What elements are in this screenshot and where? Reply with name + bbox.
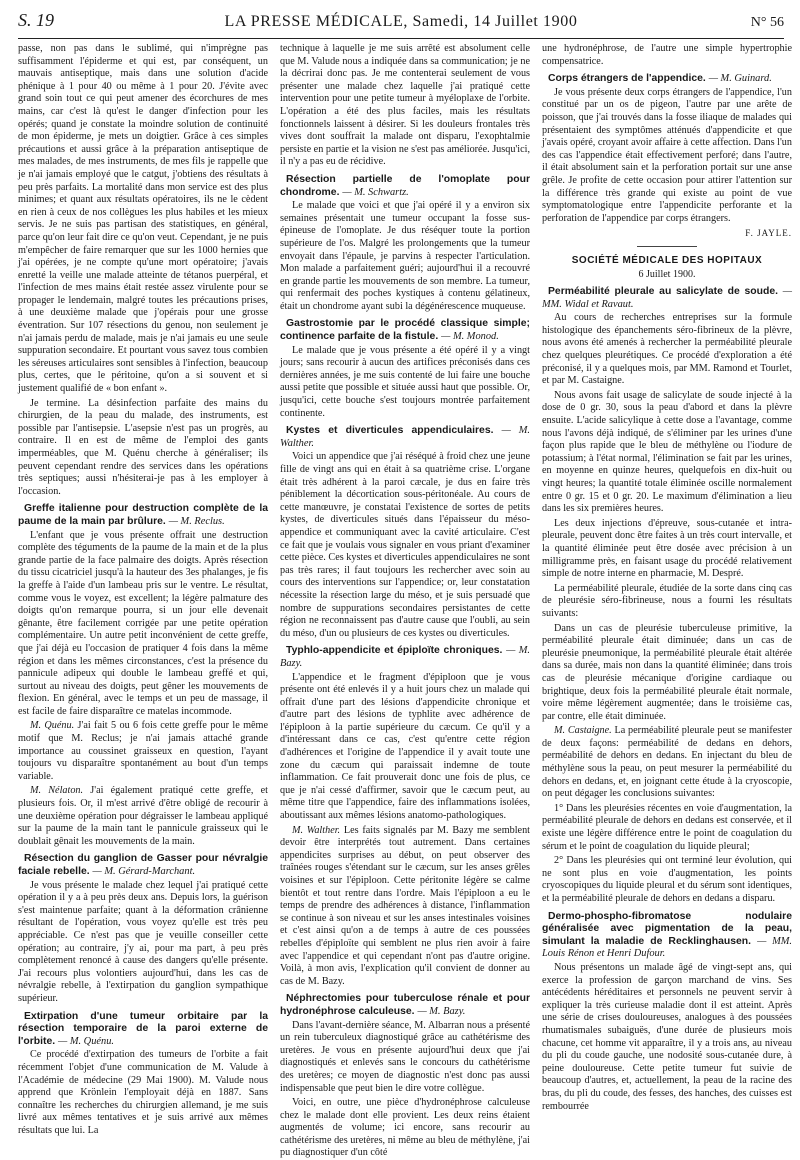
article-author: — M. Walther. — [280, 425, 531, 449]
paragraph: Nous avons fait usage de salicylate de soude injecté à la dose de 0 gr. 30, sous la peau d'abord et dans la plèvre ensuite. L'acide salicylique à cette dose a l'avantage, comme nous l'avons déjà indiqué, de s'éliminer par les urines d'une façon plus rapide que le bleu de méthylène ou l'iodure de potassium; à l'état normal, l'élimination se fait par les urines, en moyenne en quinze heures, quelquefois en dix-huit ou vingt heures; la quantité totale éliminée oscille normalement entre 0 gr. 15 et 0 gr. 20. Le maximum d'élimination a lieu dans les six premières heures. — [542, 389, 792, 515]
paragraph: 1° Dans les pleurésies récentes en voie d'augmentation, la perméabilité pleurale de dehors en dedans est conservée, et il existe une légère différence entre le point de coagulation du sérum et le point de coagulation du liquide pleural; — [542, 802, 792, 852]
paragraph: L'appendice et le fragment d'épiploon que je vous présente ont été enlevés il y a huit jours chez un malade qui offrait d'une part des lésions d'appendicite chronique et d'autre part des lésions de typhlite avec adhérence de l'épiploon à la partie supérieure du cæcum. Ce qu'il y a d'intéressant dans ce cas, c'est qu'entre cette région d'adhérences et l'origine de l'appendice il y avait toute une zone du cæcum qui paraissait indemne de toute inflammation. Ce fait prouverait donc une fois de plus, ce que je n'ai cessé d'affirmer, savoir que le cæcum peut, au même titre que l'appendice, faire des inflammations isolées, aboutissant aux mêmes lésions anatomo-pathologiques. — [280, 671, 530, 822]
article-title-text: Résection du ganglion de Gasser pour névralgie faciale rebelle. — [18, 853, 268, 877]
article-title — [18, 1011, 268, 1049]
article-title-text: Néphrectomies pour tuberculose rénale et pour hydronéphrose calculeuse. — [280, 993, 530, 1017]
article-title — [542, 73, 792, 86]
paragraph-text: Les faits signalés par M. Bazy me semblent devoir être interprétés tout autrement. Dans certaines appendicites surprises au début, on peut observer des traînées rouges s'étendant sur le cæcum, sur les anses grêles voisines et sur l'épiploon. Cette péritonite légère se calme bientôt et tout rentre dans l'ordre. Mais l'épiploon a eu le temps de prendre des adhérences à distance, l'inflammation se continue à son niveau et sur les anses intestinales voisines et c'est ainsi qu'on a de temps à autre de ces poussées rebelles d'épiploïte qui semblent ne plus rien avoir à faire avec l'appendice et qui cependant n'ont pas d'autre origine. Voilà, à mon avis, l'explication qu'il convient de donner au cas de M. Bazy. — [280, 824, 530, 987]
paragraph-text: J'ai fait 5 ou 6 fois cette greffe pour le même motif que M. Reclus; je n'ai jamais attaché grande importance au coussinet graisseux en question, l'ayant toujours vu disparaître spontanément au bout d'un temps variable. — [18, 720, 268, 782]
paragraph: Je vous présente deux corps étrangers de l'appendice, l'un constitué par un os de pigeon, l'autre par une arête de poisson, que j'ai trouvés dans la fosse iliaque de malades qui présentaient des symptômes atténués d'appendicite et que j'avais opéré, croyant avoir affaire à cette affection. Dans l'un des cas l'appendice était effectivement perforé; dans l'autre, il était absolument sain et la perforation portait sur une anse grêle. Je profite de cette occasion pour attirer l'attention sur la différence très grande qui existe au point de vue symptomatologique entre l'appendicite perforante et la perforation de l'appendice par corps étrangers. — [542, 86, 792, 224]
article-title — [280, 425, 530, 450]
issue-number: N° 56 — [750, 15, 784, 30]
paragraph: Dans l'avant-dernière séance, M. Albarran nous a présenté un rein tuberculeux diagnostiqué grâce au cathétérisme des uretères. Je vous en présente aujourd'hui deux que j'ai diagnostiqués et enlevés sans le concours du cathétérisme des uretères; ce moyen de diagnostic n'est donc pas aussi indispensable que peut bien le dire votre collègue. — [280, 1019, 530, 1094]
paragraph: Les deux injections d'épreuve, sous-cutanée et intra-pleurale, peuvent donc être faites à un très court intervalle, et la quantité éliminée peut être dosée avec précision à un milligramme près, en faisant usage du procédé relativement simple de notre interne en pharmacie, M. Despré. — [542, 517, 792, 580]
article-title-text: Dermo-phospho-fibromatose nodulaire généralisée avec pigmentation de la peau, simulant la maladie de Recklinghausen. — [542, 910, 792, 947]
article-title-text: Perméabilité pleurale au salicylate de soude. — [548, 286, 778, 298]
article-author: — M. Bazy. — [417, 1005, 466, 1017]
paragraph-text: La perméabilité pleurale peut se manifester de deux façons: perméabilité de dedans en dehors, perméabilité de dehors en dedans. En injectant du bleu de méthylène sous la peau, on peut mesurer la perméabilité du dehors en dedans, et, en joignant cette étude à la cryoscopie, on peut dégager les conclusions suivantes: — [542, 725, 793, 800]
article-author: — MM. Louis Rénon et Henri Dufour. — [542, 935, 792, 960]
header-rule — [18, 38, 784, 39]
article-title-text: Résection partielle de l'omoplate pour chondrome. — [280, 173, 530, 198]
paragraph: passe, non pas dans le sublimé, qui n'imprègne pas suffisamment l'épiderme et qui est, par conséquent, un mauvais antiseptique, mais dans une solution d'acide phénique à 1 pour 40 ou même à 1 pour 20. J'évite avec grand soin tout ce qui peut amener des écorchures de mes mains, car c'est là qu'est le danger d'infection pour les opérés; quand je constate la moindre solution de continuité de mon épiderme, je mets un doigtier. Grâce à ces simples précautions et aussi grâce à la préparation antiseptique de mes malades, de mes instruments, de mes fils je rappelle que je n'ai jamais employé que le catgut, j'obtiens des résultats à peu près parfaits. La mortalité dans mon service est des plus minimes; et quant aux résultats opératoires, ils ne le cèdent en rien à ceux de nos collègues les plus habiles et les mieux servis. Je ne suis pas partisan des statistiques, en général, parce qu'on leur fait dire ce qu'on veut. Cependant, je ne puis m'empêcher de faire remarquer que sur les 1000 hernies que j'ai opérées, je ne compte qu'une mort opératoire; j'avais enretté la veille une malade atteinte de tétanos puerpéral, et l'infection de mes mains était restée assez virulente pour se propager le lendemain, malgré toutes les précautions prises, à une deuxième malade que j'opérais pour une grosse éventration. Sur 107 résections du genou, non seulement je n'ai jamais perdu de malade, mais je n'ai jamais eu une seule suppuration secondaire. Et pourtant vous savez tous combien les séreuses articulaires sont sensibles à l'infection, beaucoup plus, certes, que le péritoine, qu'on a si souvent et si justement qualifié de « bon enfant ». — [18, 43, 268, 395]
paragraph: La perméabilité pleurale, étudiée de la sorte dans cinq cas de pleurésie séro-fibrineuse, nous a fourni les résultats suivants: — [542, 582, 792, 619]
paragraph: Dans un cas de pleurésie tuberculeuse primitive, la perméabilité pleurale était diminuée; dans un cas de pleurésie pneumonique, la perméabilité pleurale était altérée dans sa durée, mais non dans la quantité éliminée; dans trois cas de pleurésie mécanique d'origine cardiaque ou brightique, deux fois la perméabilité pleurale était normale, voire même légèrement augmentée; dans le troisième cas, par contre, elle était diminuée. — [542, 622, 792, 722]
signature: F. JAYLE. — [745, 228, 792, 239]
journal-title: LA PRESSE MÉDICALE, Samedi, 14 Juillet 1900 — [224, 13, 578, 30]
article-title-text: Corps étrangers de l'appendice. — [548, 73, 706, 85]
column-1 — [18, 43, 268, 1136]
paragraph: 2° Dans les pleurésies qui ont terminé leur évolution, qui ne sont plus en voie d'augmentation, les points cryoscopiques du liquide pleural et du sérum sont identiques, et la perméabilité pleurale de dehors en dedans a disparu. — [542, 855, 792, 904]
paragraph: Le malade que voici et que j'ai opéré il y a environ six semaines présentait une tumeur occupant la fosse sus-épineuse de l'omoplate. Je dus réséquer toute la portion supérieure de l'os. Malgré les prolongements que la tumeur envoyait dans l'épaule, je parvins à respecter l'articulation. Mon malade a parfaitement guéri; aujourd'hui il a recouvré en grande partie les mouvements de son membre. La tumeur, qui renfermait des poches kystiques à contenu gélatineux, était un chondrome ayant subi la dégénérescence muqueuse. — [280, 200, 530, 312]
article-author: — MM. Widal et Ravaut. — [542, 286, 792, 310]
article-title — [18, 503, 268, 528]
paragraph — [18, 720, 268, 783]
paragraph: L'enfant que je vous présente offrait une destruction complète des téguments de la paume de la main et de la plus grande partie de la face palmaire des doigts. Après résection du tissu cicatriciel jusqu'à la hauteur des 3es phalanges, je fis la greffe à l'aide d'un lambeau pris sur le ventre. Le résultat, comme vous le voyez, est excellent; la légère palmature des doigts qu'on remarque pourra, si un jour elle devenait gênante, être facilement corrigée par une petite opération complémentaire. Un autre petit inconvénient de cette greffe, que j'ai déjà eu l'occasion de pratiquer 4 fois dans la même région et dans les mêmes circonstances, c'est la présence du pannicule adipeux qui double le lambeau greffé et qui, surtout au niveau des doigts, peut gêner les mouvements de flexion. En général, avec le temps et un peu de massage, il est facile de faire disparaître ce matelas incommode. — [18, 529, 268, 717]
article-title — [280, 174, 530, 199]
paragraph: Nous présentons un malade âgé de vingt-sept ans, qui exerce la profession de garçon marchand de vins. Ses antécédents héréditaires et personnels ne peuvent servir à expliquer la très curieuse maladie dont il est atteint. Après une série de crises douloureuses, analogues à des poussées rhumatismales subaiguës, d'une durée de plusieurs mois chacune, cet homme vit apparaître, il y a trois ans, au niveau du pli du coude gauche, une nodosité sous-cutanée dure, à peine douloureuse. Cette petite tumeur fut suivie de beaucoup d'autres, et, actuellement, la peau de la racine des bras, du pli du coude, des fesses, des hanches, des cuisses est rembourrée — [542, 961, 792, 1112]
section-divider — [637, 246, 697, 247]
paragraph: Je termine. La désinfection parfaite des mains du chirurgien, de la peau du malade, des instruments, est possible par l'antisepsie. L'asepsie n'est pas un progrès, au contraire. Il en est de même de l'emploi des gants imperméables, que M. Quénu cherche à généraliser; ils peuvent cependant rendre des services dans les opérations très septiques; aussi n'hésiterai-je pas à les employer à l'occasion. — [18, 397, 268, 497]
article-title — [280, 318, 530, 343]
article-author: — M. Quénu. — [58, 1035, 114, 1047]
article-title-text: Greffe italienne pour destruction complète de la paume de la main par brûlure. — [18, 503, 268, 527]
article-title-text: Typhlo-appendicite et épiploïte chroniques. — [286, 645, 503, 657]
speaker: M. Walther. — [292, 824, 341, 836]
article-author: — M. Bazy. — [280, 645, 531, 669]
article-author: — M. Schwartz. — [342, 186, 409, 198]
article-title-text: Kystes et diverticules appendiculaires. — [286, 425, 494, 437]
paragraph: Le malade que je vous présente a été opéré il y a vingt jours; sans recourir à aucun des artifices préconisés dans ces dernières années, je me suis contenté de lui faire une bouche aussi petite que possible et située aussi haut que possible. Or, jusqu'ici, cette bouche s'est toujours montrée parfaitement continente. — [280, 344, 530, 419]
article-title-text: Gastrostomie par le procédé classique simple; continence parfaite de la fistule. — [280, 318, 530, 343]
article-title — [542, 911, 792, 961]
paragraph — [18, 785, 268, 848]
paragraph: Ce procédé d'extirpation des tumeurs de l'orbite a fait récemment l'objet d'une communication de M. Valude à l'Académie de médecine (29 Mai 1900). M. Valude nous apprend que Krönlein l'employait déjà en 1887. Sans connaître les recherches du chirurgien allemand, je me suis livré aux mêmes tentatives et je suis arrivé aux mêmes résultats que lui. La — [18, 1049, 268, 1136]
paragraph: Voici, en outre, une pièce d'hydronéphrose calculeuse chez le malade dont elle provient. Les deux reins étaient augmentés de volume; ici encore, sans recourir au cathétérisme des uretères, ni même au bleu de méthylène, j'ai pu diagnostiquer d'un côté — [280, 1097, 530, 1159]
section-heading: SOCIÉTÉ MÉDICALE DES HOPITAUX — [571, 254, 763, 266]
section-date: 6 Juillet 1900. — [638, 268, 696, 280]
text-columns — [18, 43, 793, 1159]
paragraph: Je vous présente le malade chez lequel j'ai pratiqué cette opération il y a à peu près deux ans. Depuis lors, la guérison s'est maintenue parfaite; quant à la déformation crânienne résultant de l'opération, vous voyez qu'elle est très peu appréciable. Ce n'est pas que je veuille conseiller cette opération; au contraire, j'y ai, pour ma part, à peu près complètement renoncé à cause des dangers qu'elle présente. J'ai recours plus volontiers aujourd'hui, dans les cas de névralgie rebelle, à l'extirpation du ganglion sympathique supérieur. — [18, 879, 268, 1004]
article-author: — M. Guinard. — [708, 73, 772, 85]
speaker: M. Nélaton. — [30, 785, 84, 797]
column-3 — [542, 43, 792, 1133]
article-title — [280, 645, 530, 670]
paragraph — [542, 725, 792, 801]
speaker: M. Castaigne. — [554, 725, 612, 737]
speaker: M. Quénu. — [30, 720, 75, 732]
article-title — [18, 853, 268, 878]
paragraph — [280, 825, 530, 989]
page-number: S. 19 — [18, 10, 54, 30]
column-2 — [280, 43, 531, 1159]
paragraph: une hydronéphrose, de l'autre une simple hypertrophie compensatrice. — [542, 43, 792, 67]
article-title-text: Extirpation d'une tumeur orbitaire par la résection temporaire de la paroi externe de l'orbite. — [18, 1010, 268, 1047]
page-header — [18, 10, 784, 32]
article-title — [542, 286, 792, 311]
article-author: — M. Gérard-Marchant. — [92, 866, 196, 877]
article-title — [280, 993, 530, 1018]
paragraph: Au cours de recherches entreprises sur la formule histologique des épanchements séro-fibrineux de la plèvre, nous avons été amenés à rechercher la perméabilité pleurale chez quelques pleurétiques. Ce procédé d'exploration a été préconisé, il y a quelques mois, par MM. Ramond et Tourlet, et par M. Castaigne. — [542, 312, 792, 387]
article-author: — M. Reclus. — [168, 515, 225, 527]
article-author: — M. Monod. — [441, 331, 499, 343]
paragraph: technique à laquelle je me suis arrêté est absolument celle que M. Valude nous a indiquée dans sa communication; je ne la décrirai donc pas. Je me contenterai seulement de vous présenter une malade chez laquelle j'ai pratiqué cette intervention pour une petite tumeur à myéloplaxe de l'orbite. L'opération a été des plus faciles, mais les résultats fonctionnels laissent à désirer. Si les douleurs frontales très vives dont souffrait la malade ont disparu, l'exophtalmie persiste en partie et la vision ne s'est pas améliorée. Jusqu'ici, il n'y a pas eu de récidive. — [280, 43, 530, 168]
paragraph: Voici un appendice que j'ai réséqué à froid chez une jeune fille de vingt ans qui en était à sa quatrième crise. L'organe était très adhérent à la paroi cæcale, je dus en faire très péniblement la décortication sous-péritonéale. Au cours de cette manœuvre, je constatai l'existence de sortes de petits kystes, de diverticules situés dans l'épaisseur du méso-appendice et communiquant avec la cavité articulaire. C'est ce fait que je voulais vous signaler en vous priant d'examiner cette pièce. Ces kystes et diverticules appendiculaires ne sont pas très rares; il faut toujours les rechercher avec soin au cours des interventions sur l'appendice; or, leur constatation nécessite la résection large du méso, et je suis persuadé que nombre de suppurations secondaires persistantes de cette région ne reconnaissent pas d'autre cause que l'oubli, au sein du méso, d'un ou plusieurs de ces kystes ou diverticules. — [280, 451, 530, 639]
paragraph-text: J'ai également pratiqué cette greffe, et plusieurs fois. Or, il m'est arrivé d'être obligé de recourir à une deuxième opération pour dégraisser le lambeau appliqué sur la paume de la main tant le pannicule graisseux qui le doublait gênait les mouvements de la main. — [18, 785, 268, 847]
